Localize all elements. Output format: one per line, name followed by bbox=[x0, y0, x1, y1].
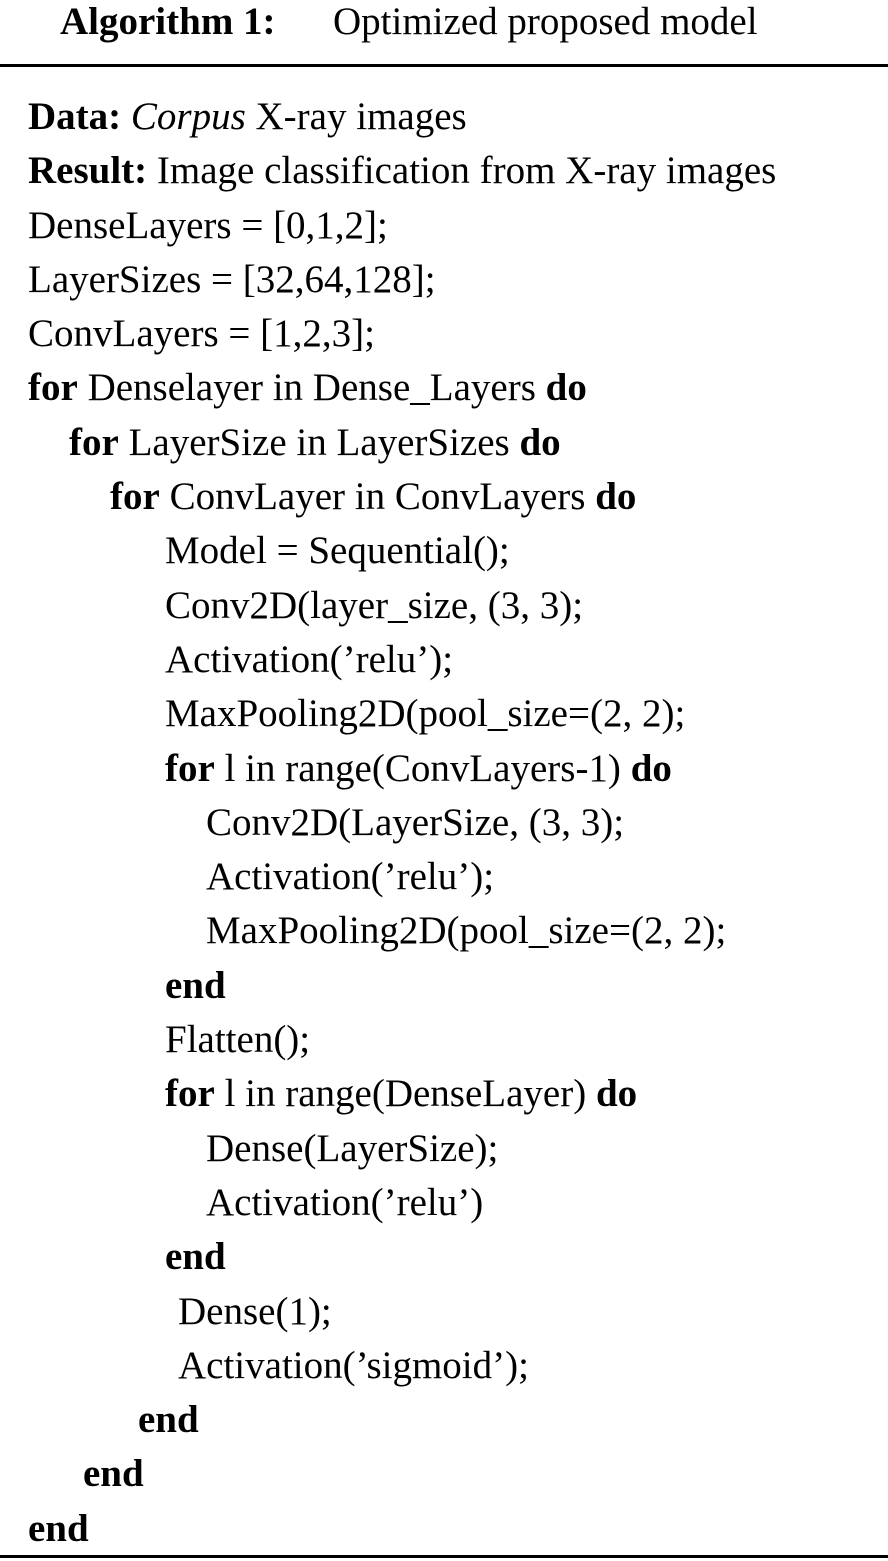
keyword-end: end bbox=[138, 1398, 199, 1442]
conv-layers-assignment: ConvLayers = [1,2,3]; bbox=[28, 312, 375, 356]
keyword-do: do bbox=[545, 366, 587, 410]
loop-condition: ConvLayer in ConvLayers bbox=[159, 475, 596, 519]
for-dense-layer-line bbox=[28, 361, 888, 415]
dense-layer-size-statement: Dense(LayerSize); bbox=[206, 1126, 499, 1170]
dense-layers-assignment: DenseLayers = [0,1,2]; bbox=[28, 203, 388, 247]
keyword-do: do bbox=[595, 475, 637, 519]
data-line bbox=[28, 90, 888, 144]
keyword-do: do bbox=[630, 746, 672, 790]
result-line bbox=[28, 144, 888, 198]
end-conv-layer-loop bbox=[28, 1393, 888, 1447]
algorithm-number: Algorithm 1: bbox=[60, 0, 276, 43]
keyword-for: for bbox=[165, 1072, 215, 1116]
end-dense-layer-loop bbox=[28, 1502, 888, 1556]
data-corpus: Corpus bbox=[130, 95, 246, 138]
keyword-end: end bbox=[165, 963, 226, 1007]
loop-condition: Denselayer in Dense_Layers bbox=[77, 366, 546, 410]
flatten-statement: Flatten(); bbox=[165, 1018, 311, 1062]
algorithm-title: Optimized proposed model bbox=[333, 0, 758, 43]
activation-sigmoid-statement: Activation(’sigmoid’); bbox=[178, 1343, 529, 1387]
keyword-do: do bbox=[519, 420, 561, 464]
maxpooling-statement: MaxPooling2D(pool_size=(2, 2); bbox=[165, 692, 686, 736]
layer-sizes-assignment: LayerSizes = [32,64,128]; bbox=[28, 257, 436, 301]
dense-one-statement: Dense(1); bbox=[178, 1289, 332, 1333]
top-rule bbox=[0, 64, 888, 67]
end-dense-range-loop bbox=[28, 1230, 888, 1284]
conv2d-statement: Conv2D(layer_size, (3, 3); bbox=[165, 583, 584, 627]
for-dense-range-line bbox=[28, 1067, 888, 1121]
conv2d-inner-statement: Conv2D(LayerSize, (3, 3); bbox=[206, 800, 625, 844]
loop-condition: l in range(ConvLayers-1) bbox=[214, 746, 631, 790]
model-statement: Model = Sequential(); bbox=[165, 529, 510, 573]
end-layer-size-loop bbox=[28, 1447, 888, 1501]
keyword-for: for bbox=[28, 366, 78, 410]
data-label: Data: bbox=[28, 95, 122, 138]
for-layer-size-line bbox=[28, 416, 888, 470]
maxpooling-inner-statement: MaxPooling2D(pool_size=(2, 2); bbox=[206, 909, 727, 953]
keyword-end: end bbox=[165, 1235, 226, 1279]
end-conv-range-loop bbox=[28, 959, 888, 1013]
keyword-end: end bbox=[28, 1506, 89, 1550]
result-label: Result: bbox=[28, 149, 148, 193]
activation-relu-inner-statement: Activation(’relu’); bbox=[206, 855, 495, 899]
keyword-do: do bbox=[595, 1072, 638, 1116]
algorithm-body bbox=[28, 90, 888, 1556]
for-conv-range-line bbox=[28, 742, 888, 796]
for-conv-layer-line bbox=[28, 470, 888, 524]
activation-relu-dense-statement: Activation(’relu’) bbox=[206, 1180, 484, 1224]
algorithm-caption bbox=[0, 0, 888, 62]
loop-condition: LayerSize in LayerSizes bbox=[118, 420, 520, 464]
keyword-for: for bbox=[165, 746, 215, 790]
activation-relu-statement: Activation(’relu’); bbox=[165, 637, 454, 681]
loop-condition: l in range(DenseLayer) bbox=[214, 1072, 596, 1116]
keyword-for: for bbox=[69, 420, 119, 464]
keyword-end: end bbox=[83, 1452, 144, 1496]
keyword-for: for bbox=[110, 475, 160, 519]
data-text: X-ray images bbox=[245, 95, 467, 138]
result-text: Image classification from X-ray images bbox=[147, 149, 777, 193]
bottom-rule bbox=[0, 1555, 888, 1558]
